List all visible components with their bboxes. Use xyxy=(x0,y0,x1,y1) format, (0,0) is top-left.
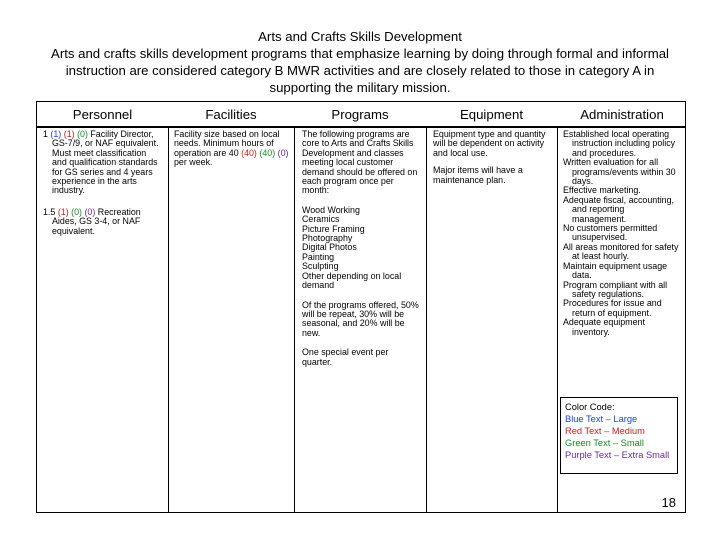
column-divider xyxy=(294,126,295,512)
list-item: Photography xyxy=(302,233,353,244)
header-facilities: Facilities xyxy=(205,107,257,122)
personnel-director: 1 (1) (1) (0) Facility Director, GS-7/9, or NAF equivalent. Must meet classification and qualification standards for GS series and 4 years experience in the arts industry. xyxy=(43,129,159,196)
legend-purple: Purple Text – Extra Small xyxy=(565,450,670,460)
header-divider xyxy=(37,126,685,128)
list-item: Other depending on local demand xyxy=(302,270,402,291)
admin-item: Adequate equipment inventory. xyxy=(563,317,645,337)
personnel-cell xyxy=(43,130,161,244)
admin-item: Maintain equipment usage data. xyxy=(563,260,668,281)
intro-paragraph: Arts and crafts skills development programs that emphasize learning by doing through formal and informal instruction are considered category B MWR activities and are closely related to those in category A in supporting the military mission. xyxy=(51,46,669,96)
programs-list xyxy=(302,206,420,291)
facilities-text: Facility size based on local needs. Minimum hours of operation are 40 (40) (40) (0) per week. xyxy=(174,129,289,168)
admin-item: Procedures for issue and return of equipment. xyxy=(563,298,662,318)
programs-repeat: Of the programs offered, 50% will be repeat, 30% will be seasonal, and 20% will be new. xyxy=(302,299,419,338)
header-administration: Administration xyxy=(580,107,664,122)
admin-item: Established local operating instruction including policy and procedures. xyxy=(563,129,676,158)
admin-item: Adequate fiscal, accounting, and reporting management. xyxy=(563,194,675,224)
legend-green: Green Text – Small xyxy=(565,438,644,448)
column-divider xyxy=(426,126,427,512)
column-divider xyxy=(557,126,558,512)
programs-cell xyxy=(302,130,420,375)
legend-blue: Blue Text – Large xyxy=(565,414,638,424)
admin-item: Program compliant with all safety regulations. xyxy=(563,279,668,299)
admin-item: No customers permitted unsupervised. xyxy=(563,223,658,243)
list-item: Ceramics xyxy=(302,214,340,225)
admin-item: All areas monitored for safety at least hourly. xyxy=(563,241,679,262)
admin-item: Written evaluation for all programs/events within 30 days. xyxy=(563,157,676,187)
header-personnel: Personnel xyxy=(72,107,133,122)
page-number: 18 xyxy=(661,495,676,510)
list-item: Digital Photos xyxy=(302,242,357,253)
legend-red: Red Text – Medium xyxy=(565,426,645,436)
legend-title: Color Code: xyxy=(565,402,615,412)
list-item: Picture Framing xyxy=(302,223,365,234)
programs-special: One special event per quarter. xyxy=(302,347,389,367)
column-divider xyxy=(168,126,169,512)
header-programs: Programs xyxy=(331,107,389,122)
equipment-p1: Equipment type and quantity will be dependent on activity and local use. xyxy=(433,129,546,158)
programs-intro: The following programs are core to Arts and Crafts Skills Development and classes meeting local customer demand should be offered on each program once per month: xyxy=(302,129,418,196)
list-item: Sculpting xyxy=(302,261,339,272)
personnel-aides: 1.5 (1) (0) (0) Recreation Aides, GS 3-4, or NAF equivalent. xyxy=(43,206,141,236)
facilities-cell xyxy=(174,130,290,176)
color-code-legend xyxy=(560,397,678,474)
header-equipment: Equipment xyxy=(459,107,524,122)
equipment-p2: Major items will have a maintenance plan. xyxy=(433,165,523,185)
list-item: Wood Working xyxy=(302,204,360,215)
equipment-cell xyxy=(433,130,553,193)
page-title: Arts and Crafts Skills Development xyxy=(258,29,462,44)
administration-cell xyxy=(563,130,681,337)
admin-item: Effective marketing. xyxy=(563,185,641,196)
list-item: Painting xyxy=(302,251,335,262)
